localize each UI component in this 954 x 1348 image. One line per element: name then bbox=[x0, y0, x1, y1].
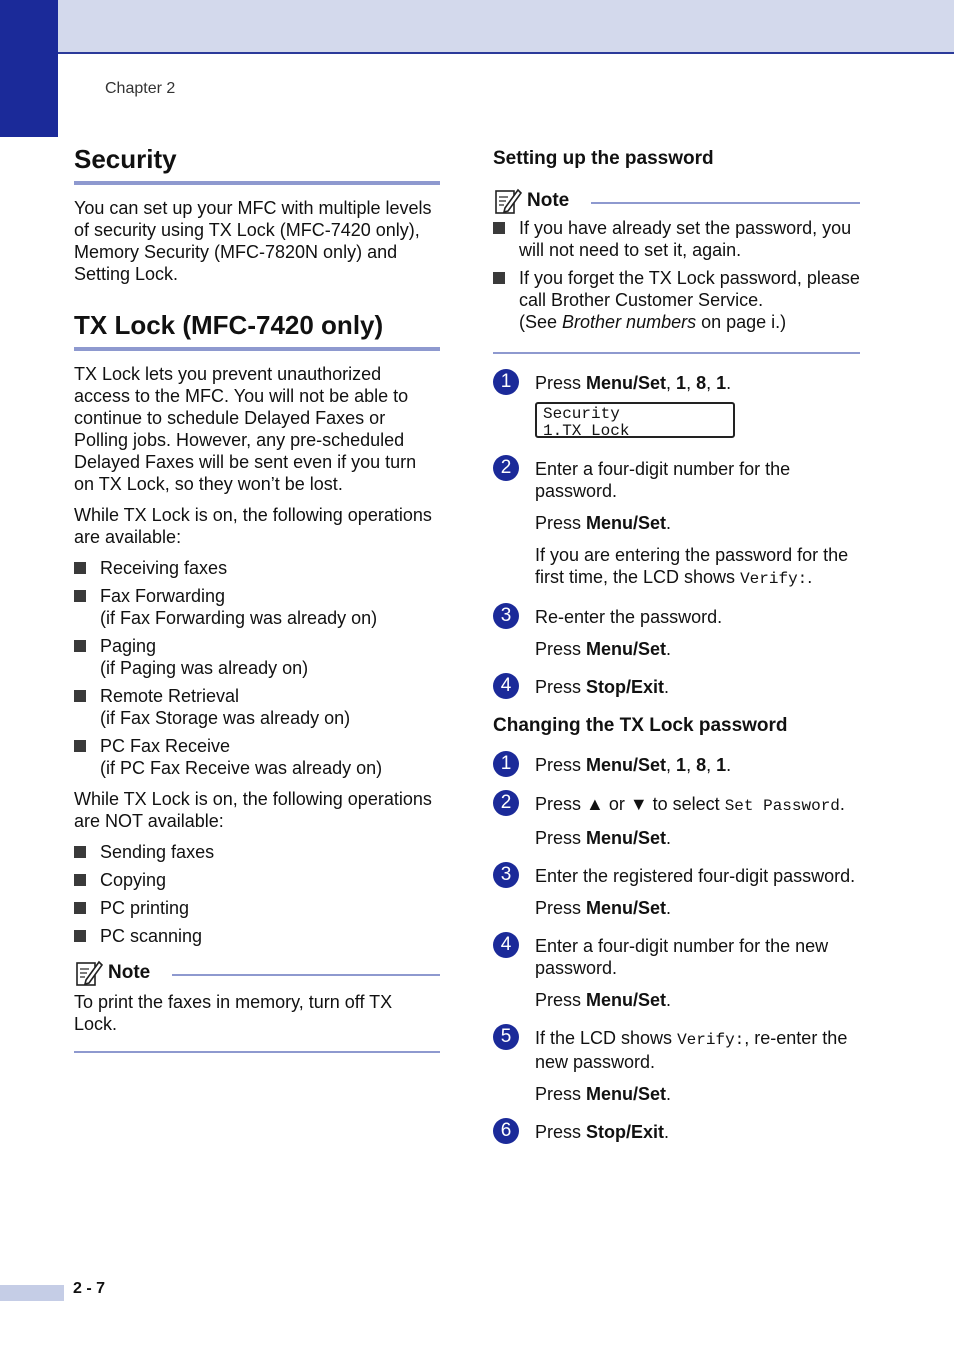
setup-step-2: 2 Enter a four-digit number for the password. Press Menu/Set. If you are entering the password for the first time, the LCD shows Verify:. bbox=[493, 458, 860, 590]
note-rule bbox=[591, 202, 860, 204]
change-step-5: 5 If the LCD shows Verify:, re-enter the new password. Press Menu/Set. bbox=[493, 1027, 860, 1105]
bullet-icon bbox=[74, 640, 86, 652]
lcd-line-1: Security bbox=[543, 405, 620, 423]
note-text: To print the faxes in memory, turn off TX Lock. bbox=[74, 992, 393, 1034]
not-available-intro: While TX Lock is on, the following operations are NOT available: bbox=[74, 789, 432, 831]
list-item: Sending faxes bbox=[74, 841, 440, 863]
note-pencil-icon bbox=[74, 958, 104, 988]
right-column bbox=[493, 142, 860, 1153]
note-end-rule bbox=[74, 1051, 440, 1053]
note-list bbox=[493, 217, 860, 352]
txlock-heading: TX Lock (MFC-7420 only) bbox=[74, 308, 440, 351]
list-item: If you have already set the password, you will not need to set it, again. bbox=[493, 217, 860, 261]
list-item: Copying bbox=[74, 869, 440, 891]
left-column bbox=[74, 142, 440, 1053]
change-step-1: 1 Press Menu/Set, 1, 8, 1. bbox=[493, 754, 860, 776]
step-number-badge: 1 bbox=[493, 369, 519, 395]
step-number-badge: 1 bbox=[493, 751, 519, 777]
list-item: Paging (if Paging was already on) bbox=[74, 635, 440, 679]
header-band bbox=[0, 0, 954, 54]
bullet-icon bbox=[493, 272, 505, 284]
available-list bbox=[74, 557, 440, 779]
bullet-icon bbox=[74, 690, 86, 702]
step-number-badge: 6 bbox=[493, 1118, 519, 1144]
note-header bbox=[493, 185, 860, 217]
bullet-icon bbox=[74, 740, 86, 752]
chapter-tab bbox=[0, 0, 58, 137]
list-item: If you forget the TX Lock password, please call Brother Customer Service. (See Brother numbers on page i.) bbox=[493, 267, 860, 333]
note-end-rule bbox=[493, 352, 860, 354]
change-step-4: 4 Enter a four-digit number for the new password. Press Menu/Set. bbox=[493, 935, 860, 1011]
footer-band bbox=[0, 1285, 64, 1301]
note-label: Note bbox=[527, 190, 570, 211]
lcd-display bbox=[535, 402, 735, 438]
not-available-list bbox=[74, 841, 440, 947]
setup-heading: Setting up the password bbox=[493, 148, 714, 169]
txlock-intro: TX Lock lets you prevent unauthorized access to the MFC. You will not be able to continue to schedule Delayed Faxes or Polling jobs. However, any pre-scheduled Delayed Faxes will be sent even if you turn on TX Lock, so they won’t be lost. bbox=[74, 364, 417, 494]
change-heading: Changing the TX Lock password bbox=[493, 715, 788, 736]
list-item: PC scanning bbox=[74, 925, 440, 947]
bullet-icon bbox=[74, 846, 86, 858]
list-item: PC printing bbox=[74, 897, 440, 919]
list-item: PC Fax Receive (if PC Fax Receive was already on) bbox=[74, 735, 440, 779]
step-number-badge: 4 bbox=[493, 932, 519, 958]
setup-step-4: 4 Press Stop/Exit. bbox=[493, 676, 860, 698]
setup-step-1: 1 Press Menu/Set, 1, 8, 1. Security 1.TX Lock bbox=[493, 372, 860, 438]
list-item: Fax Forwarding (if Fax Forwarding was already on) bbox=[74, 585, 440, 629]
bullet-icon bbox=[74, 902, 86, 914]
page-number: 2 - 7 bbox=[73, 1280, 106, 1297]
lcd-line-2: 1.TX Lock bbox=[543, 422, 630, 440]
step-number-badge: 3 bbox=[493, 603, 519, 629]
bullet-icon bbox=[74, 590, 86, 602]
setup-step-3: 3 Re-enter the password. Press Menu/Set. bbox=[493, 606, 860, 660]
step-number-badge: 5 bbox=[493, 1024, 519, 1050]
bullet-icon bbox=[493, 222, 505, 234]
list-item: Receiving faxes bbox=[74, 557, 440, 579]
note-pencil-icon bbox=[493, 186, 523, 216]
step-number-badge: 4 bbox=[493, 673, 519, 699]
bullet-icon bbox=[74, 874, 86, 886]
note-header bbox=[74, 957, 440, 989]
note-rule bbox=[172, 974, 440, 976]
available-intro: While TX Lock is on, the following operations are available: bbox=[74, 505, 432, 547]
security-heading: Security bbox=[74, 142, 440, 185]
step-number-badge: 2 bbox=[493, 790, 519, 816]
step-number-badge: 3 bbox=[493, 862, 519, 888]
note-label: Note bbox=[108, 962, 151, 983]
security-intro: You can set up your MFC with multiple levels of security using TX Lock (MFC-7420 only), Memory Security (MFC-7820N only) and Setting Lock. bbox=[74, 198, 432, 284]
change-step-2: 2 Press ▲ or ▼ to select Set Password. Press Menu/Set. bbox=[493, 793, 860, 849]
chapter-label: Chapter 2 bbox=[105, 80, 176, 97]
change-step-3: 3 Enter the registered four-digit password. Press Menu/Set. bbox=[493, 865, 860, 919]
list-item: Remote Retrieval (if Fax Storage was already on) bbox=[74, 685, 440, 729]
bullet-icon bbox=[74, 930, 86, 942]
change-step-6: 6 Press Stop/Exit. bbox=[493, 1121, 860, 1143]
bullet-icon bbox=[74, 562, 86, 574]
step-number-badge: 2 bbox=[493, 455, 519, 481]
